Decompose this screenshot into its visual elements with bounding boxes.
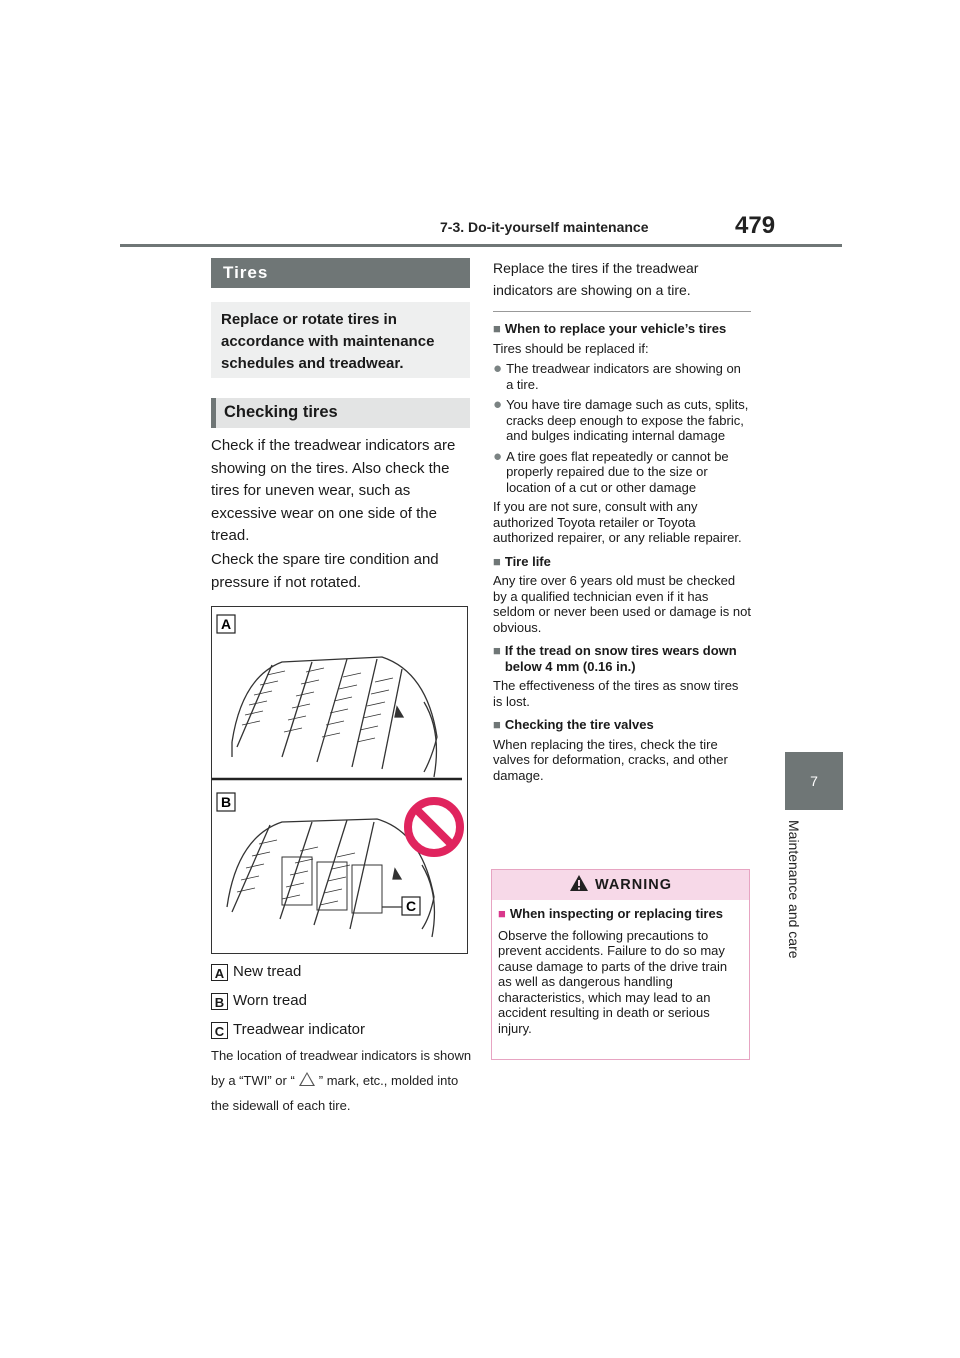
prohibited-icon [408, 801, 460, 853]
list-item: ● A tire goes flat repeatedly or cannot be properly repaired due to the size or location of a cut or other damage [493, 447, 729, 495]
valves-text: When replacing the tires, check the tire valves for deformation, cracks, and other damage. [493, 736, 728, 783]
legend-key: C [211, 1022, 228, 1039]
square-bullet-icon: ■ [493, 643, 501, 658]
legend-key: B [211, 993, 228, 1010]
section-title: Tires [211, 258, 470, 288]
snow-text: The effectiveness of the tires as snow tires is lost. [493, 678, 739, 709]
legend-key: A [211, 964, 228, 981]
section-header: 7-3. Do-it-yourself maintenance [440, 219, 649, 235]
tread-illustration [211, 606, 468, 954]
circle-bullet-icon: ● [493, 360, 503, 377]
square-bullet-icon: ■ [498, 906, 506, 921]
paragraph-check-indicators: Check if the treadwear indicators are showing on the tires. Also check the tires for uneven wear, such as excessive wear on one side of the tread. [211, 437, 456, 544]
twi-note: The location of treadwear indicators is shown by a “TWI” or “ ” mark, etc., molded into the sidewall of each tire. [211, 1048, 472, 1113]
warning-heading: ■ When inspecting or replacing tires [498, 906, 723, 921]
legend-item-b [211, 990, 307, 1012]
chapter-title: Maintenance and care [786, 820, 802, 959]
chapter-title-vertical [782, 820, 810, 990]
heading-tire-valves: ■ Checking the tire valves [493, 717, 654, 732]
legend-text: New tread [233, 963, 302, 980]
section-summary: Replace or rotate tires in accordance with maintenance schedules and treadwear. [211, 302, 470, 378]
square-bullet-icon: ■ [493, 321, 501, 336]
warning-box [491, 869, 750, 1060]
heading-snow-tires: ■ If the tread on snow tires wears down below 4 mm (0.16 in.) [493, 643, 737, 674]
list-item: ● The treadwear indicators are showing on a tire. [493, 360, 741, 392]
warning-icon [569, 874, 589, 892]
page-number: 479 [735, 212, 776, 239]
figure-label-c: C [405, 898, 417, 914]
figure-label-a: A [220, 616, 232, 632]
triangle-mark-icon [299, 1072, 315, 1086]
warning-title: WARNING [594, 877, 673, 893]
subsection-title: Checking tires [211, 398, 470, 428]
paragraph-spare-tire: Check the spare tire condition and pressure if not rotated. [211, 551, 439, 591]
tire-drawing [212, 607, 467, 953]
replace-intro: Replace the tires if the treadwear indicators are showing on a tire. [493, 260, 699, 298]
figure-label-b: B [220, 794, 232, 810]
right-column [493, 315, 751, 783]
worn-tread-tire [227, 819, 434, 937]
tire-life-text: Any tire over 6 years old must be checked by a qualified technician even if it has seldom or never been used or damage is not obvious. [493, 573, 751, 635]
when-replace-intro: Tires should be replaced if: [493, 340, 649, 356]
legend-text: Treadwear indicator [233, 1021, 366, 1038]
circle-bullet-icon: ● [493, 447, 503, 465]
warning-text: Observe the following precautions to prevent accidents. Failure to do so may cause damage to parts of the drive train as well as dangerous handling characteristics, which may lead to an accident resulting in death or serious injury. [498, 927, 728, 1036]
legend-text: Worn tread [233, 992, 307, 1009]
heading-when-replace: ■ When to replace your vehicle’s tires [493, 321, 727, 336]
legend-item-c [211, 1019, 365, 1041]
heading-tire-life: ■ Tire life [493, 553, 551, 569]
square-bullet-icon: ■ [493, 717, 501, 732]
square-bullet-icon: ■ [493, 553, 501, 569]
header-rule [120, 244, 842, 247]
list-item: ● You have tire damage such as cuts, splits, cracks deep enough to expose the fabric, and bulges indicating internal damage [493, 396, 749, 443]
circle-bullet-icon: ● [493, 396, 503, 413]
warning-header [492, 870, 749, 900]
legend-item-a [211, 961, 301, 983]
right-rule [493, 311, 751, 312]
new-tread-tire [232, 657, 437, 777]
chapter-tab[interactable]: 7 [785, 752, 843, 810]
unsure-text: If you are not sure, consult with any authorized Toyota retailer or Toyota authorized repairer, or any reliable repairer. [493, 499, 742, 545]
